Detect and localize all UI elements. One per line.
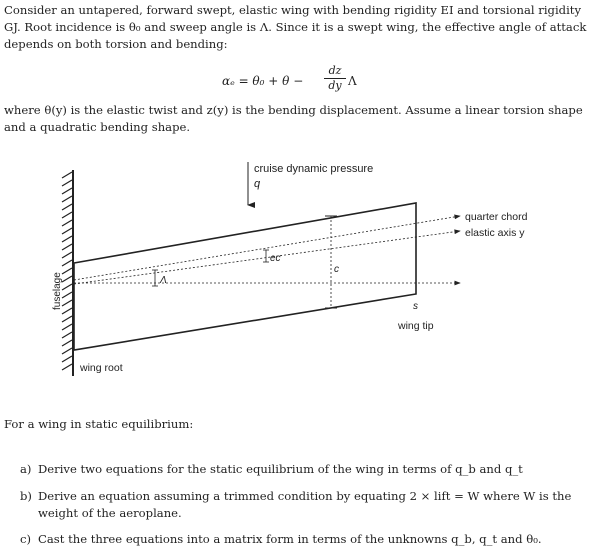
span-label: s [413,301,418,312]
intro-line-3: depends on both torsion and bending: [4,37,228,51]
intro-line-2: GJ. Root incidence is θ₀ and sweep angle is Λ. Since it is a swept wing, the effective angle of attack [4,20,587,34]
task-b-text-2: weight of the aeroplane. [38,506,182,520]
shape-assumption-paragraph [4,102,594,136]
equilibrium-intro: For a wing in static equilibrium: [4,417,194,431]
quarter-chord-line [74,216,460,280]
task-c [20,531,588,548]
cruise-pressure-label: cruise dynamic pressure [254,163,374,175]
intro-paragraph [4,2,594,53]
wing-planform [74,203,416,350]
task-c-label: c) [20,532,32,546]
fraction-numerator: dz [324,64,346,79]
wing-root-label: wing root [80,362,123,374]
sweep-angle-label: Λ [160,275,167,286]
wing-tip-label: wing tip [398,320,434,332]
task-a-label: a) [20,462,32,476]
task-b-text-1: Derive an equation assuming a trimmed condition by equating 2 × lift = W where W is the [38,489,572,503]
chord-label: c [334,264,339,275]
equation-lhs: αₑ = θ₀ + θ − [222,74,304,88]
fuselage-wall [62,170,73,376]
effective-aoa-equation [222,64,382,98]
elastic-axis-label: elastic axis y [465,227,525,239]
task-a [20,461,588,478]
equation-fraction [324,64,346,93]
quarter-chord-label: quarter chord [465,211,528,223]
task-b [20,488,588,522]
task-a-text: Derive two equations for the static equilibrium of the wing in terms of q_b and q_t [38,462,523,476]
equation-sweep-term: Λ [348,74,357,88]
task-c-text: Cast the three equations into a matrix form in terms of the unknowns q_b, q_t and θ₀. [38,532,542,546]
q-label: q [254,178,261,190]
ec-label: ec [270,253,281,264]
after-eq-line-1: where θ(y) is the elastic twist and z(y) is the bending displacement. Assume a linear torsion shape [4,103,583,117]
fraction-denominator: dy [328,79,342,92]
elastic-axis-line [74,231,460,284]
task-b-label: b) [20,489,32,503]
after-eq-line-2: and a quadratic bending shape. [4,120,191,134]
wing-diagram [0,150,603,380]
intro-line-1: Consider an untapered, forward swept, elastic wing with bending rigidity EI and torsional rigidity [4,3,582,17]
fuselage-label: fuselage [52,272,63,310]
